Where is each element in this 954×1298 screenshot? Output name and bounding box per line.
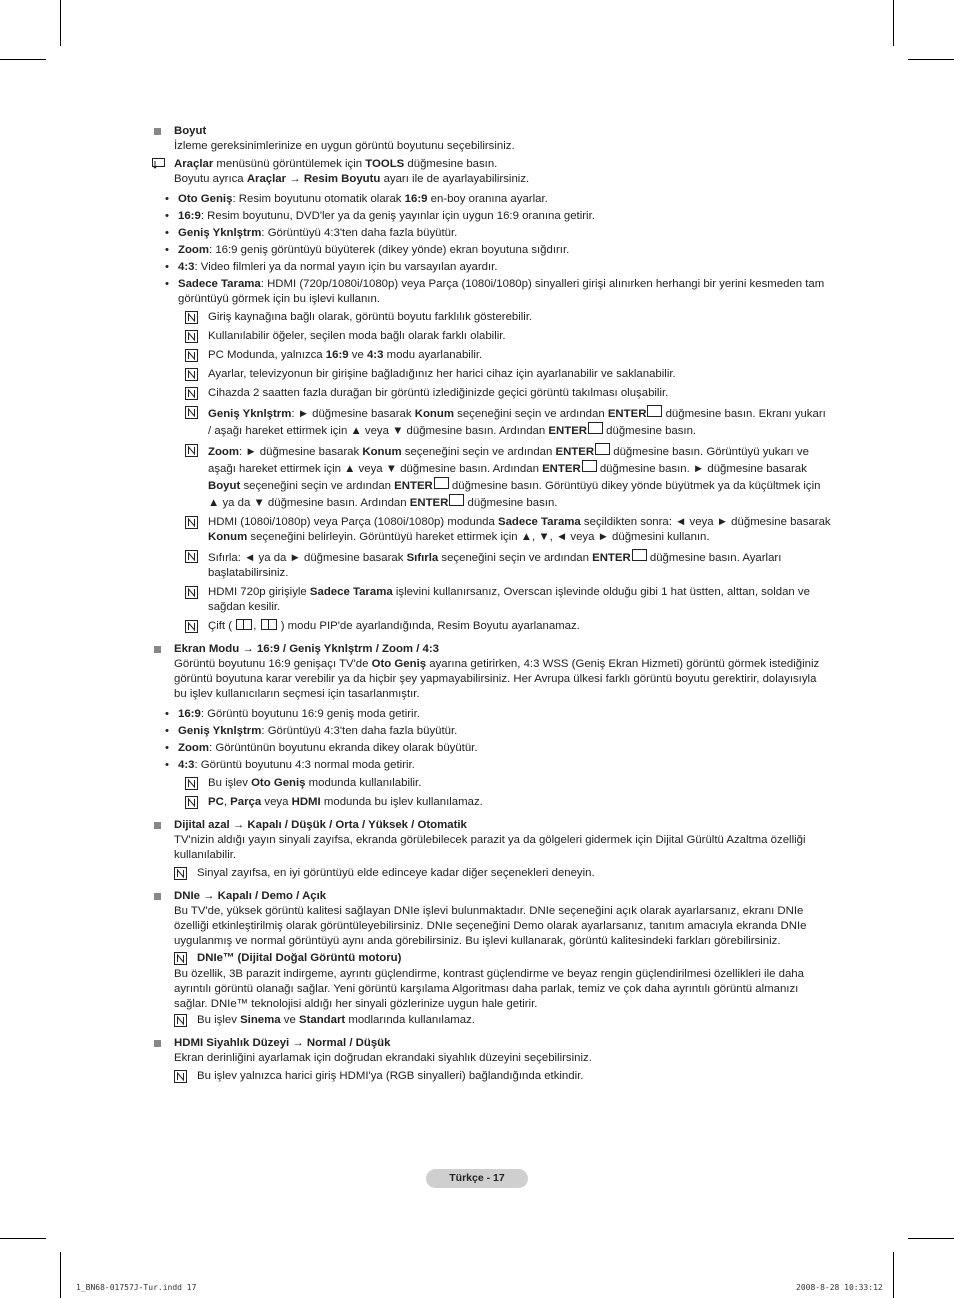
enter-icon [434, 477, 449, 489]
page-content [152, 124, 832, 1092]
note-list [152, 776, 832, 810]
note: Sinyal zayıfsa, en iyi görüntüyü elde edinceye kadar diğer seçenekleri deneyin. [174, 866, 832, 881]
note-icon [185, 777, 198, 790]
note: Sıfırla: ◄ ya da ► düğmesine basarak Sıfırla seçeneğini seçin ve ardından ENTER düğmesine basın. Ayarları başlatabilirsiniz. [185, 549, 832, 581]
crop-mark [893, 1252, 894, 1298]
enter-icon [595, 443, 610, 455]
note-icon [185, 406, 198, 419]
section-paragraph: Bu özellik, 3B parazit indirgeme, ayrıntı güçlendirme, kontrast güçlendirme ve beyaz rengin güçlendirilmesi özellikleri ile daha ayrıntılı görüntü olanağı sağlar. Yeni görüntü karşılama Algoritması daha parlak, temiz ve çok daha ayrıntılı görüntü almanızı sağlar. DNIe™ teknolojisi aldığı her sinyali gözlerinize uygun hale getirir. [174, 968, 804, 1010]
enter-icon [449, 494, 464, 506]
list-item: • 4:3: Video filmleri ya da normal yayın için bu varsayılan ayardır. [165, 260, 832, 275]
square-bullet-icon [154, 646, 161, 653]
note: Kullanılabilir öğeler, seçilen moda bağlı olarak farklı olabilir. [185, 329, 832, 344]
list-item: • Oto Geniş: Resim boyutunu otomatik olarak 16:9 en-boy oranına ayarlar. [165, 192, 832, 207]
bullet-list [152, 707, 832, 773]
note: PC, Parça veya HDMI modunda bu işlev kullanılamaz. [185, 795, 832, 810]
list-item: • Zoom: 16:9 geniş görüntüyü büyüterek (dikey yönde) ekran boyutuna sığdırır. [165, 243, 832, 258]
square-bullet-icon [154, 893, 161, 900]
section-boyut [152, 124, 832, 634]
section-dnie [152, 889, 832, 1028]
note: PC Modunda, yalnızca 16:9 ve 4:3 modu ayarlanabilir. [185, 348, 832, 363]
crop-mark [0, 1238, 46, 1239]
list-item: • Geniş Yknlştrm: Görüntüyü 4:3'ten daha fazla büyütür. [165, 724, 832, 739]
note-icon [185, 796, 198, 809]
note-icon [185, 586, 198, 599]
enter-icon [588, 422, 603, 434]
section-title: Dijital azal → Kapalı / Düşük / Orta / Yüksek / Otomatik [152, 818, 832, 833]
note: HDMI (1080i/1080p) veya Parça (1080i/1080p) modunda Sadece Tarama seçildikten sonra: ◄ veya ► düğmesine basarak Konum seçeneğini belirleyin. Görüntüyü hareket ettirmek için ▲, ▼, ◄ veya ► düğmesini kullanın. [185, 515, 832, 545]
page-number-badge: Türkçe - 17 [426, 1169, 528, 1188]
note: DNIe™ (Dijital Doğal Görüntü motoru) [174, 951, 832, 966]
crop-mark [60, 1252, 61, 1298]
note-icon [174, 1070, 187, 1083]
crop-mark [0, 59, 46, 60]
note-icon [185, 349, 198, 362]
section-title: HDMI Siyahlık Düzeyi → Normal / Düşük [152, 1036, 832, 1051]
note: Bu işlev yalnızca harici giriş HDMI'ya (RGB sinyalleri) bağlandığında etkindir. [174, 1069, 832, 1084]
note-icon [185, 387, 198, 400]
note: HDMI 720p girişiyle Sadece Tarama işlevini kullanırsanız, Overscan işlevinde olduğu gibi 1 hat üstten, alttan, soldan ve sağdan kesilir. [185, 585, 832, 615]
section-dijital-azal [152, 818, 832, 881]
note-icon [185, 311, 198, 324]
note: Giriş kaynağına bağlı olarak, görüntü boyutu farklılık gösterebilir. [185, 310, 832, 325]
tools-tip [152, 157, 832, 187]
section-paragraph: Ekran derinliğini ayarlamak için doğrudan ekrandaki siyahlık düzeyini seçebilirsiniz. [174, 1052, 592, 1064]
section-intro: İzleme gereksinimlerinize en uygun görüntü boyutunu seçebilirsiniz. [174, 140, 515, 152]
note-list [152, 1013, 832, 1028]
section-paragraph: Bu TV'de, yüksek görüntü kalitesi sağlayan DNIe işlevi bulunmaktadır. DNIe seçeneğini açık olarak ayarlarsanız, ekranı DNIe özelliği etkinleştirilmiş olarak görüntüleyebilirsiniz. DNIe seçeneğini Demo olarak ayarlarsanız, tanıtım amacıyla ekranda DNIe uygulanmış ve normal görüntüyü aynı anda görebilirsiniz. Bu işlevi kullanarak, görüntü kalitesindeki farkları görebilirsiniz. [174, 905, 807, 947]
note: Ayarlar, televizyonun bir girişine bağladığınız her harici cihaz için ayarlanabilir ve saklanabilir. [185, 367, 832, 382]
note-icon [185, 620, 198, 633]
section-title: DNIe → Kapalı / Demo / Açık [152, 889, 832, 904]
note-icon [185, 516, 198, 529]
square-bullet-icon [154, 1040, 161, 1047]
pip-split-icon [261, 619, 277, 630]
square-bullet-icon [154, 128, 161, 135]
note-icon [185, 330, 198, 343]
crop-mark [908, 1238, 954, 1239]
tools-icon [152, 158, 166, 169]
section-paragraph: Görüntü boyutunu 16:9 genişaçı TV'de Oto Geniş ayarına getirirken, 4:3 WSS (Geniş Ekran Hizmeti) görüntü görmek istediğiniz görüntü boyutuna karar verebilir ya da hiçbir şey yapmayabilirsiniz. Her Avrupa ülkesi farklı görüntü boyutu gerektirir, dolayısıyla bu işlev kullanıcıların seçmesi için tasarlanmıştır. [174, 658, 820, 700]
note: Bu işlev Sinema ve Standart modlarında kullanılamaz. [174, 1013, 832, 1028]
footer-file-info: 1_BN68-01757J-Tur.indd 17 [76, 1283, 197, 1292]
footer-timestamp: 2008-8-28 10:33:12 [796, 1283, 883, 1292]
note: Çift ( , ) modu PIP'de ayarlandığında, Resim Boyutu ayarlanamaz. [185, 619, 832, 634]
section-paragraph: TV'nizin aldığı yayın sinyali zayıfsa, ekranda görülebilecek parazit ya da gölgeleri gidermek için Dijital Gürültü Azaltma özelliği kullanılabilir. [174, 834, 806, 861]
tools-line-1: Araçlar menüsünü görüntülemek için TOOLS düğmesine basın. [174, 158, 498, 170]
list-item: • 4:3: Görüntü boyutunu 4:3 normal moda getirir. [165, 758, 832, 773]
note: Geniş Yknlştrm: ► düğmesine basarak Konum seçeneğini seçin ve ardından ENTER düğmesine basın. Ekranı yukarı / aşağı hareket ettirmek için ▲ veya ▼ düğmesine basın. Ardından ENTER düğmesine basın. [185, 405, 832, 439]
section-title: Ekran Modu → 16:9 / Geniş Yknlştrm / Zoom / 4:3 [152, 642, 832, 657]
note-icon [185, 368, 198, 381]
tools-line-2: Boyutu ayrıca Araçlar → Resim Boyutu ayarı ile de ayarlayabilirsiniz. [174, 173, 530, 185]
pip-split-icon [236, 619, 252, 630]
enter-icon [582, 460, 597, 472]
section-ekran-modu [152, 642, 832, 810]
enter-icon [647, 405, 662, 417]
bullet-list [152, 192, 832, 307]
note-list [152, 1069, 832, 1084]
crop-mark [60, 0, 61, 46]
list-item: • Sadece Tarama: HDMI (720p/1080i/1080p) veya Parça (1080i/1080p) sinyalleri girişi alınırken herhangi bir yerini kesmeden tam görüntüyü görmek için bu işlevi kullanın. [165, 277, 832, 307]
list-item: • 16:9: Görüntü boyutunu 16:9 geniş moda getirir. [165, 707, 832, 722]
note: Bu işlev Oto Geniş modunda kullanılabilir. [185, 776, 832, 791]
note-list [152, 310, 832, 634]
section-hdmi-black-level [152, 1036, 832, 1084]
crop-mark [908, 59, 954, 60]
note-icon [185, 444, 198, 457]
note-icon [174, 952, 187, 965]
square-bullet-icon [154, 822, 161, 829]
crop-mark [893, 0, 894, 46]
enter-icon [632, 549, 647, 561]
note-icon [174, 867, 187, 880]
note: Cihazda 2 saatten fazla durağan bir görüntü izlediğinizde geçici görüntü takılması oluşabilir. [185, 386, 832, 401]
note-list [152, 951, 832, 966]
list-item: • Geniş Yknlştrm: Görüntüyü 4:3'ten daha fazla büyütür. [165, 226, 832, 241]
list-item: • 16:9: Resim boyutunu, DVD'ler ya da geniş yayınlar için uygun 16:9 oranına getirir. [165, 209, 832, 224]
note-list [152, 866, 832, 881]
note-icon [174, 1014, 187, 1027]
list-item: • Zoom: Görüntünün boyutunu ekranda dikey olarak büyütür. [165, 741, 832, 756]
note: Zoom: ► düğmesine basarak Konum seçeneğini seçin ve ardından ENTER düğmesine basın. Görüntüyü yukarı ve aşağı hareket ettirmek için ▲ veya ▼ düğmesine basın. Ardından ENTER düğmesine basın. ► düğmesine basarak Boyut seçeneğini seçin ve ardından ENTER düğmesine basın. Görüntüyü dikey yönde büyütmek ya da küçültmek için ▲ ya da ▼ düğmesine basın. Ardından ENTER düğmesine basın. [185, 443, 832, 511]
section-title: Boyut [152, 124, 832, 139]
note-icon [185, 550, 198, 563]
